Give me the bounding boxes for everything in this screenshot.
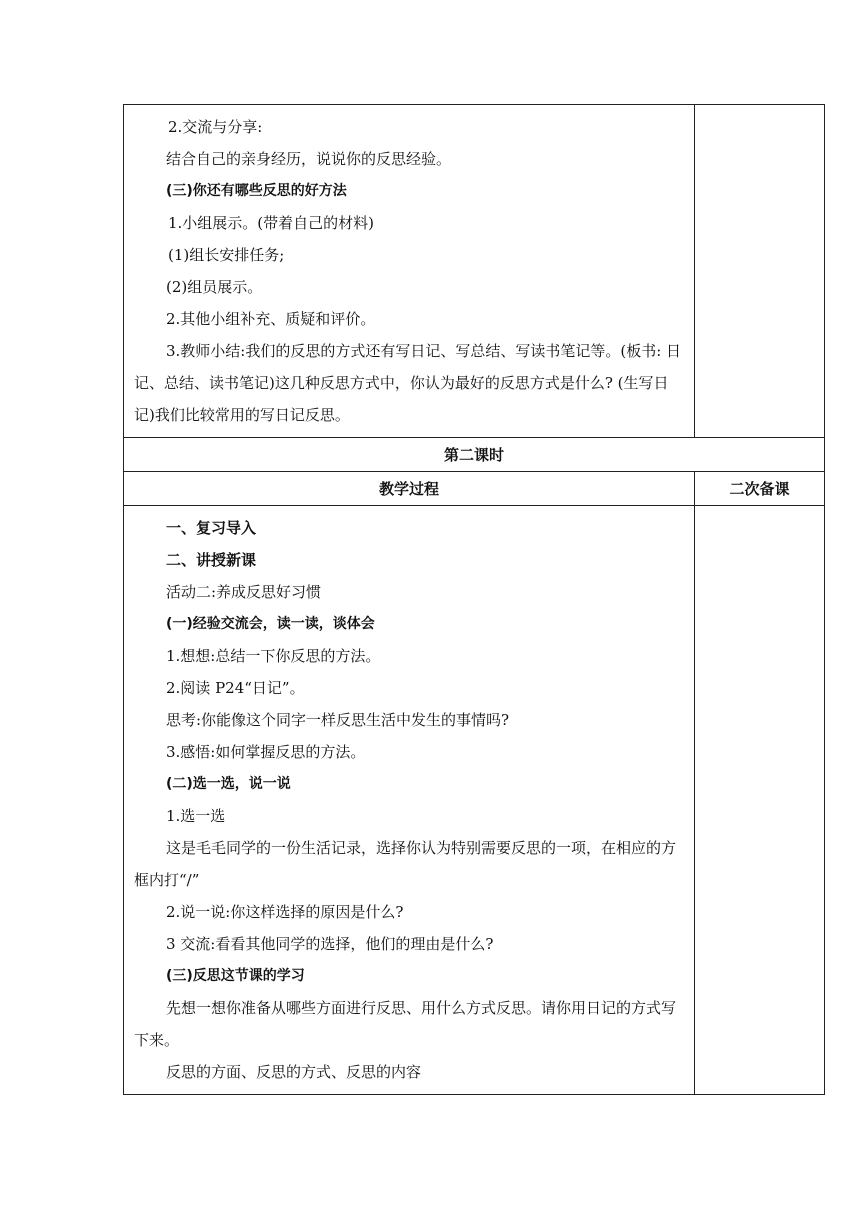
text-line: 2.阅读 P24“日记”。 (166, 679, 305, 697)
section2-content-cell (124, 506, 695, 1095)
teacher-summary: 3.教师小结:我们的反思的方式还有写日记、写总结、写读书笔记等。(板书: 日记、总结、读书笔记)这几种反思方式中，你认为最好的反思方式是什么? (生写日记)我们比较常用的写日记反思。 (134, 342, 682, 424)
text-line: 2.交流与分享: (168, 118, 263, 136)
heading-review: 一、复习导入 (166, 519, 257, 537)
heading-teach: 二、讲授新课 (166, 551, 257, 569)
section2-side-cell (695, 506, 825, 1095)
text-paragraph: 先想一想你准备从哪些方面进行反思、用什么方式反思。请你用日记的方式写下来。 (134, 999, 677, 1049)
header-second-prep: 二次备课 (695, 472, 825, 506)
text-line: 反思的方面、反思的方式、反思的内容 (166, 1063, 422, 1081)
text-line: 2.其他小组补充、质疑和评价。 (166, 310, 376, 328)
subheading: (三)你还有哪些反思的好方法 (166, 183, 347, 199)
text-line: 1.小组展示。(带着自己的材料) (168, 214, 375, 232)
text-line: 3 交流:看看其他同学的选择，他们的理由是什么? (166, 935, 494, 953)
text-line: 1.选一选 (166, 807, 226, 825)
subheading: (二)选一选，说一说 (166, 776, 291, 792)
subheading: (一)经验交流会，读一读，谈体会 (166, 616, 375, 632)
text-paragraph: 这是毛毛同学的一份生活记录，选择你认为特别需要反思的一项，在相应的方框内打“/” (134, 839, 677, 889)
text-line: 2.说一说:你这样选择的原因是什么? (166, 903, 404, 921)
text-line: (1)组长安排任务; (168, 246, 285, 264)
lesson-plan-table (123, 104, 825, 1095)
text-line: 活动二:养成反思好习惯 (166, 583, 322, 601)
header-process: 教学过程 (124, 472, 695, 506)
section1-side-cell (695, 105, 825, 438)
lesson2-title-row (124, 438, 825, 472)
section1-content-cell (124, 105, 695, 438)
header-row (124, 472, 825, 506)
section1-row (124, 105, 825, 438)
section2-row (124, 506, 825, 1095)
subheading: (三)反思这节课的学习 (166, 968, 305, 984)
text-line: 思考:你能像这个同字一样反思生活中发生的事情吗? (166, 711, 510, 729)
lesson2-title: 第二课时 (124, 438, 825, 472)
text-line: 1.想想:总结一下你反思的方法。 (166, 647, 381, 665)
text-line: (2)组员展示。 (166, 278, 263, 296)
text-line: 结合自己的亲身经历，说说你的反思经验。 (166, 150, 452, 168)
text-line: 3.感悟:如何掌握反思的方法。 (166, 743, 366, 761)
